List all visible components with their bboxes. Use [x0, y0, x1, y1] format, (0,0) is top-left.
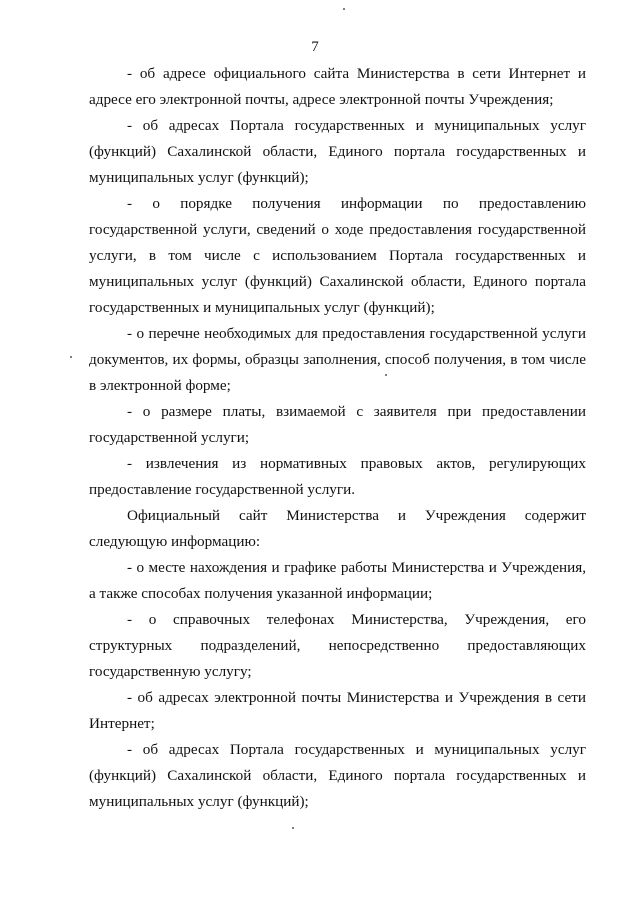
paragraph: - о перечне необходимых для предоставления государственной услуги документов, их формы, образцы заполнения, способ получения, в том числе в электронной форме;: [89, 325, 586, 394]
paragraph: - об адресах электронной почты Министерства и Учреждения в сети Интернет;: [89, 689, 586, 732]
page-number: 7: [311, 39, 319, 55]
paragraph: - об адресах Портала государственных и муниципальных услуг (функций) Сахалинской области, Единого портала государственных и муниципальных услуг (функций);: [89, 741, 586, 810]
scan-speck: [343, 8, 345, 10]
scan-speck: [292, 827, 294, 829]
paragraph: - об адресах Портала государственных и муниципальных услуг (функций) Сахалинской области, Единого портала государственных и муниципальных услуг (функций);: [89, 117, 586, 186]
paragraph: - о порядке получения информации по предоставлению государственной услуги, сведений о ходе предоставления государственной услуги, в том числе с использованием Портала государственных и муниципальных услуг (функций) Сахалинской области, Единого портала государственных и муниципальных услуг (функций);: [89, 195, 586, 316]
paragraph: Официальный сайт Министерства и Учреждения содержит следующую информацию:: [89, 507, 586, 550]
paragraph: - о справочных телефонах Министерства, Учреждения, его структурных подразделений, непосредственно предоставляющих государственную услугу;: [89, 611, 586, 680]
paragraph: - об адресе официального сайта Министерства в сети Интернет и адресе его электронной почты, адресе электронной почты Учреждения;: [89, 65, 586, 108]
paragraph: - извлечения из нормативных правовых актов, регулирующих предоставление государственной услуги.: [89, 455, 586, 498]
document-body: [89, 61, 586, 815]
paragraph: - о месте нахождения и графике работы Министерства и Учреждения, а также способах получения указанной информации;: [89, 559, 586, 602]
scan-speck: [385, 374, 387, 376]
paragraph: - о размере платы, взимаемой с заявителя при предоставлении государственной услуги;: [89, 403, 586, 446]
scan-speck: [70, 356, 72, 358]
